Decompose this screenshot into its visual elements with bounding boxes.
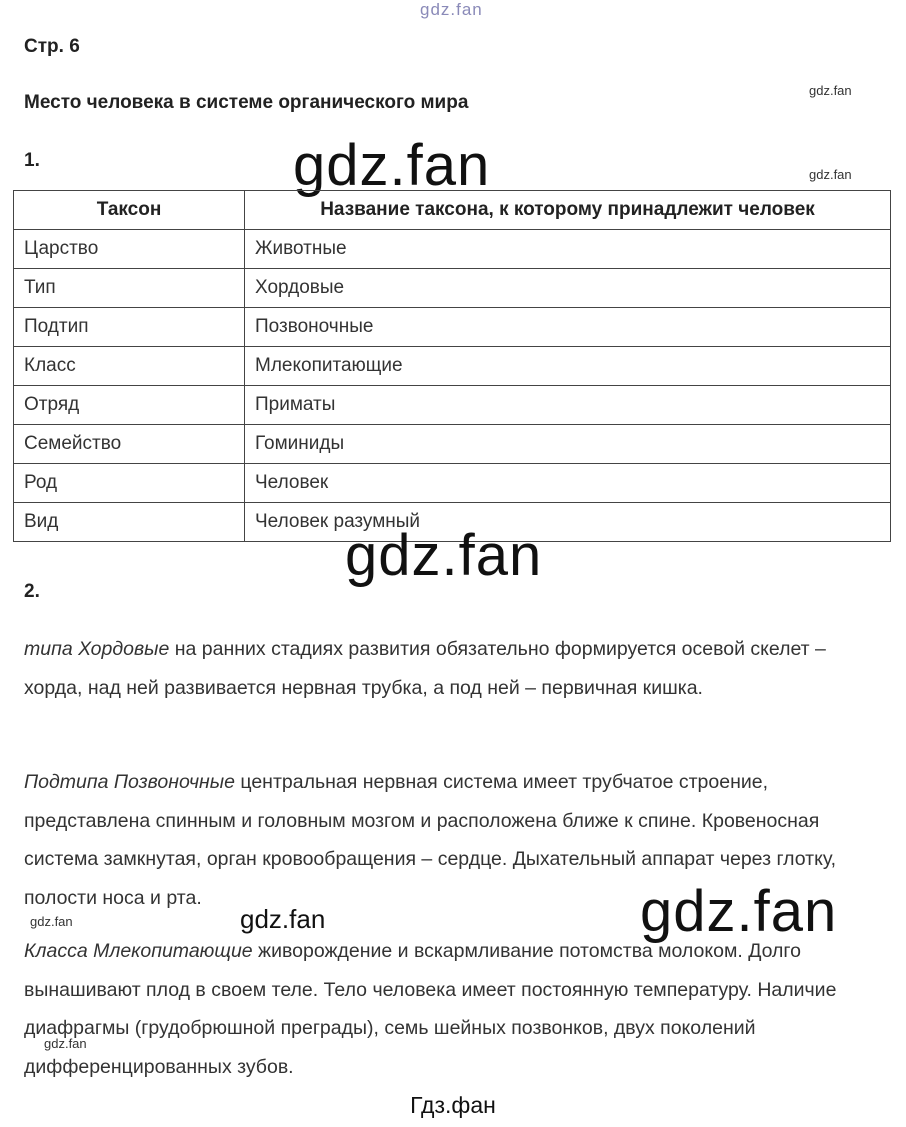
- task-number: 2.: [24, 581, 40, 602]
- watermark-big: gdz.fan: [345, 523, 543, 588]
- watermark-small: gdz.fan: [809, 167, 852, 182]
- paragraph-text: на ранних стадиях развития обязательно формируется осевой скелет – хорда, над ней развивается нервная трубка, а под ней – первичная кишка.: [24, 638, 826, 699]
- page-reference: Стр. 6: [24, 36, 80, 57]
- taxonomy-table: [13, 190, 891, 542]
- taxon-cell: Семейство: [14, 425, 245, 464]
- taxon-name-cell: Приматы: [245, 386, 891, 425]
- watermark-mid: gdz.fan: [240, 904, 326, 934]
- taxon-name-cell: Гоминиды: [245, 425, 891, 464]
- paragraph-mammals: [24, 932, 884, 1086]
- taxon-name-cell: Млекопитающие: [245, 347, 891, 386]
- paragraph-lead: типа Хордовые: [24, 638, 170, 660]
- watermark-top: gdz.fan: [420, 0, 483, 19]
- taxon-name-cell: Позвоночные: [245, 308, 891, 347]
- taxon-name-cell: Человек разумный: [245, 503, 891, 542]
- table-header-row: [14, 191, 891, 230]
- taxon-cell: Класс: [14, 347, 245, 386]
- taxon-cell: Тип: [14, 269, 245, 308]
- table-row: [14, 425, 891, 464]
- table-row: [14, 464, 891, 503]
- taxon-name-cell: Человек: [245, 464, 891, 503]
- taxon-name-cell: Животные: [245, 230, 891, 269]
- watermark-big: gdz.fan: [293, 133, 491, 198]
- paragraph-chordates: [24, 630, 884, 707]
- paragraph-text: живорождение и вскармливание потомства молоком. Долго вынашивают плод в своем теле. Тело человека имеет постоянную температуру. Наличие диафрагмы (грудобрюшной преграды), семь шейных позвонков, двух поколений дифференцированных зубов.: [24, 940, 837, 1078]
- taxon-cell: Подтип: [14, 308, 245, 347]
- page-title: Место человека в системе органического мира: [24, 92, 469, 113]
- table-row: [14, 386, 891, 425]
- paragraph-lead: Класса Млекопитающие: [24, 940, 253, 962]
- watermark-small: gdz.fan: [44, 1036, 87, 1051]
- column-header: Название таксона, к которому принадлежит человек: [245, 191, 891, 230]
- table-row: [14, 347, 891, 386]
- watermark-small: gdz.fan: [809, 83, 852, 98]
- column-header: Таксон: [14, 191, 245, 230]
- footer-watermark: Гдз.фан: [410, 1092, 496, 1118]
- table-row: [14, 308, 891, 347]
- watermark-big: gdz.fan: [640, 879, 838, 944]
- watermark-small: gdz.fan: [30, 914, 73, 929]
- taxon-name-cell: Хордовые: [245, 269, 891, 308]
- taxon-cell: Царство: [14, 230, 245, 269]
- paragraph-lead: Подтипа Позвоночные: [24, 771, 235, 793]
- table-row: [14, 230, 891, 269]
- table-row: [14, 269, 891, 308]
- taxon-cell: Вид: [14, 503, 245, 542]
- paragraph-text: центральная нервная система имеет трубчатое строение, представлена спинным и головным мозгом и расположена ближе к спине. Кровеносная система замкнутая, орган кровообращения – сердце. Дыхательный аппарат через глотку, полости носа и рта.: [24, 771, 837, 909]
- taxon-cell: Отряд: [14, 386, 245, 425]
- taxon-cell: Род: [14, 464, 245, 503]
- task-number: 1.: [24, 150, 40, 171]
